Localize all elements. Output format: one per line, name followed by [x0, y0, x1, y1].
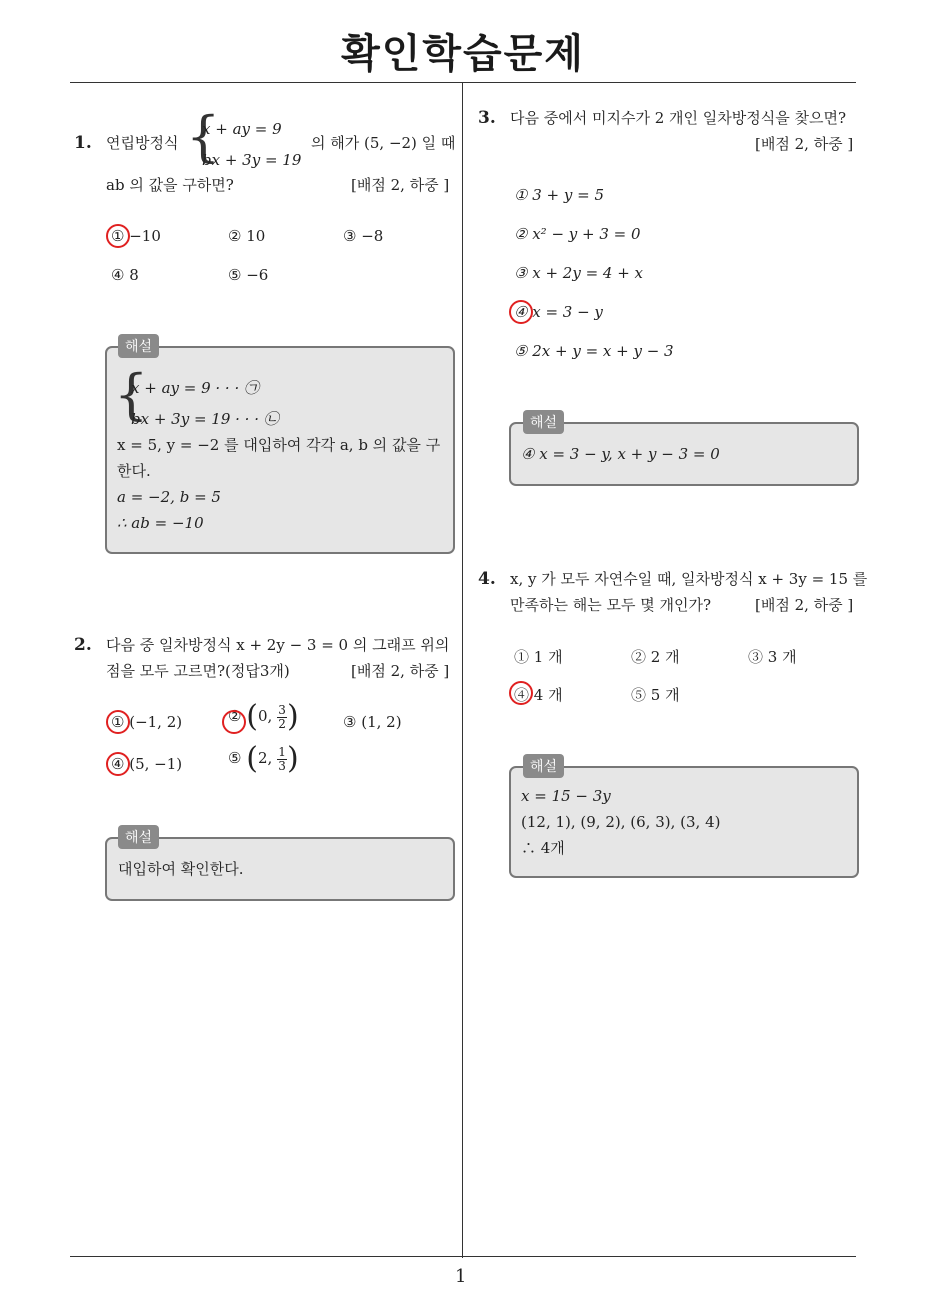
solution-line: 대입하여 확인한다.	[118, 860, 244, 878]
denominator: 3	[278, 758, 286, 773]
brace-icon: {	[114, 363, 149, 426]
solution-tag: 해설	[523, 754, 564, 778]
solution-tag: 해설	[523, 410, 564, 434]
solution-tag: 해설	[118, 334, 159, 358]
answer-mark-icon	[106, 752, 130, 776]
choice-1[interactable]: ① 1 개	[514, 648, 563, 666]
brace-icon: {	[186, 105, 221, 168]
fraction	[277, 704, 287, 731]
column-divider	[462, 82, 463, 1258]
question-text: 연립방정식	[106, 134, 179, 152]
choice-1[interactable]: ① 3 + y = 5	[514, 186, 604, 204]
solution-line: ∴ ab = −10	[117, 514, 204, 532]
question-text-line2: ab 의 값을 구하면?	[106, 176, 234, 194]
question-number: 2.	[74, 635, 92, 655]
answer-mark-icon	[106, 224, 130, 248]
question-number: 4.	[478, 569, 496, 589]
choice-4[interactable]: ④ x = 3 − y	[514, 303, 603, 321]
choice-1[interactable]: ① (−1, 2)	[111, 713, 183, 731]
choice-3[interactable]: ③ (1, 2)	[343, 713, 402, 731]
score-meta: [배점 2, 하중 ]	[351, 176, 450, 194]
answer-mark-icon	[222, 710, 246, 734]
choice-4[interactable]: ④ 4 개	[514, 686, 563, 704]
choice-2[interactable]: ② 10	[228, 227, 266, 245]
page-number: 1	[455, 1266, 467, 1287]
choice-3[interactable]: ③ x + 2y = 4 + x	[514, 264, 644, 282]
choice-1[interactable]: ① −10	[111, 227, 161, 245]
choice-4[interactable]: ④ 8	[111, 266, 139, 284]
top-rule	[70, 82, 856, 83]
choice-2[interactable]: ② 2 개	[631, 648, 680, 666]
question-text: 다음 중 일차방정식 x + 2y − 3 = 0 의 그래프 위의	[106, 636, 450, 654]
numerator: 1	[278, 744, 286, 759]
question-text-tail: 의 해가 (5, −2) 일 때	[311, 134, 456, 152]
question-text: 다음 중에서 미지수가 2 개인 일차방정식을 찾으면?	[510, 109, 846, 127]
fraction	[277, 746, 287, 773]
equation-1: x + ay = 9	[202, 120, 282, 138]
solution-line: x = 15 − 3y	[521, 787, 611, 805]
choice-4[interactable]: ④ (5, −1)	[111, 755, 183, 773]
answer-mark-icon	[106, 710, 130, 734]
equation-2: bx + 3y = 19	[202, 151, 302, 169]
paren-open: (	[246, 741, 258, 776]
numerator: 3	[278, 702, 286, 717]
question-text-line2: 점을 모두 고르면?(정답3개)	[106, 662, 290, 680]
paren-open: (	[246, 699, 258, 734]
choice-3[interactable]: ③ 3 개	[748, 648, 797, 666]
question-text: x, y 가 모두 자연수일 때, 일차방정식 x + 3y = 15 를	[510, 570, 868, 588]
choice-value: 0,	[257, 707, 273, 725]
denominator: 2	[278, 716, 286, 731]
paren-close: )	[287, 741, 299, 776]
paren-close: )	[287, 699, 299, 734]
choice-label: ⑤	[228, 749, 242, 767]
answer-mark-icon	[509, 300, 533, 324]
answer-mark-icon	[509, 681, 533, 705]
score-meta: [배점 2, 하중 ]	[755, 135, 854, 153]
score-meta: [배점 2, 하중 ]	[351, 662, 450, 680]
solution-line: ∴ 4개	[521, 839, 565, 857]
bottom-rule	[70, 1256, 856, 1257]
question-text-line2: 만족하는 해는 모두 몇 개인가?	[510, 596, 711, 614]
solution-line: bx + 3y = 19 · · · ㉡	[131, 410, 279, 428]
choice-5[interactable]	[228, 741, 299, 776]
choice-2[interactable]: ② x² − y + 3 = 0	[514, 225, 641, 243]
choice-5[interactable]: ⑤ 5 개	[631, 686, 680, 704]
choice-3[interactable]: ③ −8	[343, 227, 384, 245]
solution-line: a = −2, b = 5	[117, 488, 221, 506]
solution-line: x + ay = 9 · · · ㉠	[131, 379, 260, 397]
solution-line: (12, 1), (9, 2), (6, 3), (3, 4)	[521, 813, 721, 831]
solution-line: 한다.	[117, 462, 151, 480]
choice-5[interactable]: ⑤ −6	[228, 266, 269, 284]
choice-5[interactable]: ⑤ 2x + y = x + y − 3	[514, 342, 674, 360]
solution-tag: 해설	[118, 825, 159, 849]
solution-line: ④ x = 3 − y, x + y − 3 = 0	[521, 445, 720, 463]
choice-value: 2,	[257, 749, 273, 767]
question-number: 1.	[74, 133, 92, 153]
choice-label: ②	[228, 707, 242, 725]
solution-line: x = 5, y = −2 를 대입하여 각각 a, b 의 값을 구	[117, 436, 441, 454]
page-title: 확인학습문제	[341, 31, 585, 77]
score-meta: [배점 2, 하중 ]	[755, 596, 854, 614]
question-number: 3.	[478, 108, 496, 128]
